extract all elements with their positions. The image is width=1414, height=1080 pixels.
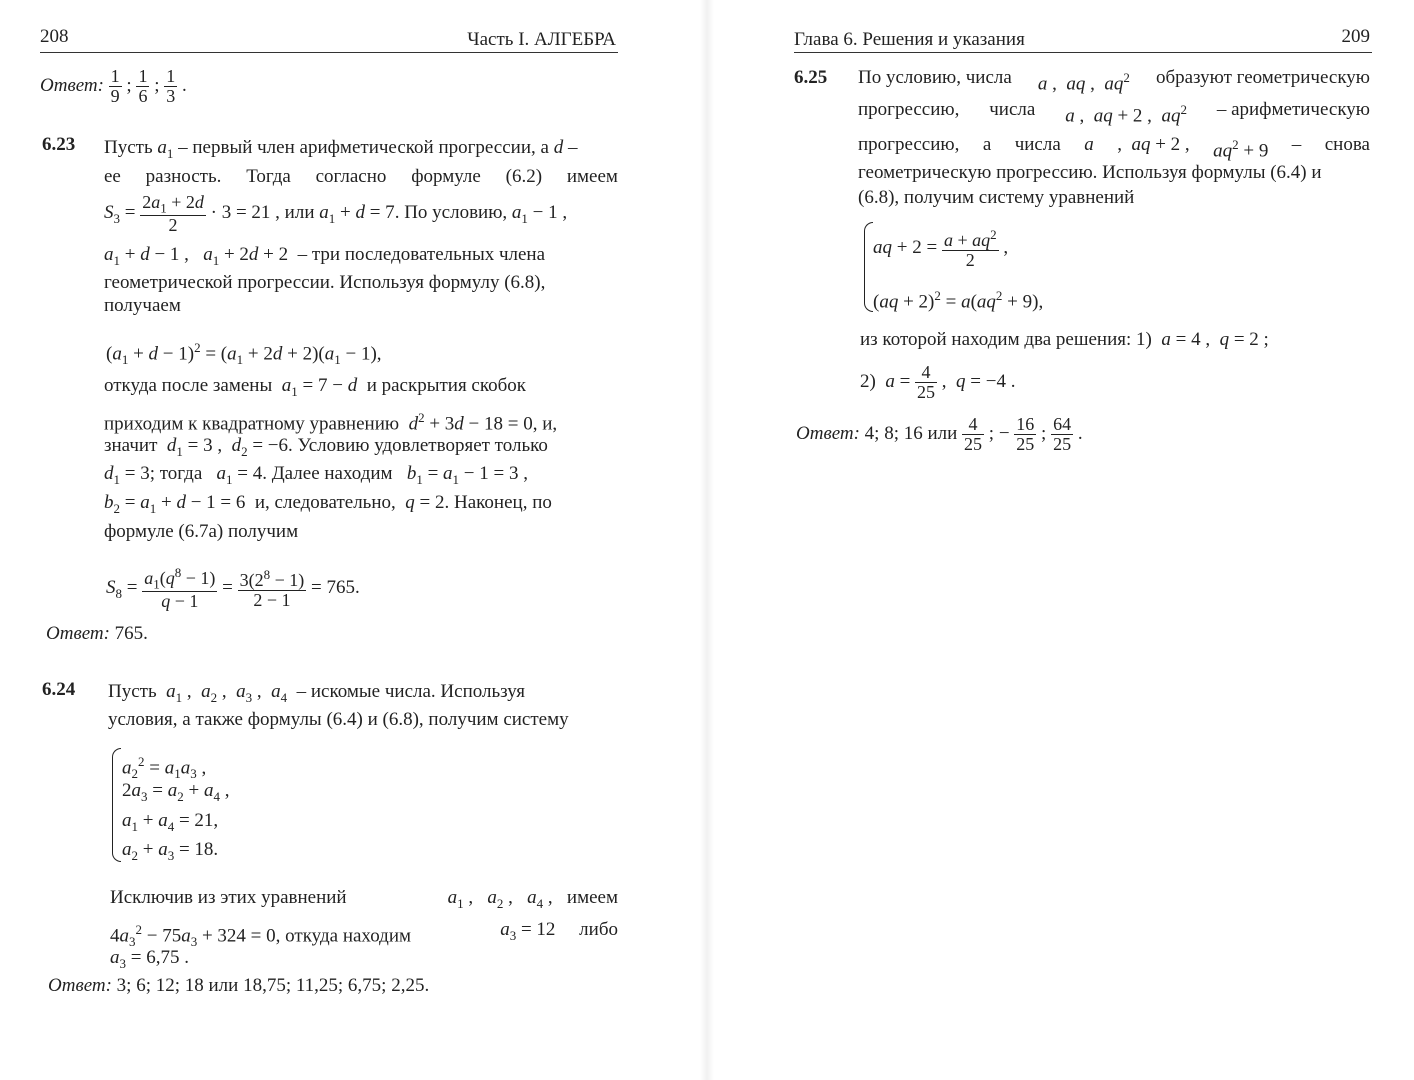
text-line: получаем (104, 295, 181, 316)
formula-line: $S_3$ = $\frac{2a_1 + 2d}{2}$ · 3 = 21 , или $a_1 + d = 7$. По условию, $a_1 - 1$ , (104, 191, 568, 235)
page-number: 208 (40, 26, 69, 47)
text-line: Пусть $a_1$ – первый член арифметической прогрессии, а d – (104, 137, 578, 161)
text-line: Исключив из этих уравнений $a_1$ , $a_2$ , $a_4$ , имеем (110, 887, 618, 911)
text-line: геометрической прогрессии. Используя формулу (6.8), (104, 272, 546, 293)
fraction: $\frac{1}{9}$ (110, 66, 120, 107)
fraction: $\frac{2a_1 + 2d}{2}$ (142, 191, 204, 235)
text-line: $a_3 = 6,75$ . (110, 947, 189, 971)
problem-number: 6.23 (42, 134, 76, 155)
text-line: Пусть $a_1$ , $a_2$ , $a_3$ , $a_4$ – искомые числа. Используя (108, 681, 526, 705)
text-line: откуда после замены $a_1 = 7 - d$ и раскрытия скобок (104, 375, 527, 399)
text-line: По условию, числа a , aq , $aq^2$ образуют геометрическую (858, 67, 1370, 95)
right-header (794, 24, 1372, 53)
text-line: $4a_3^2 - 75a_3 + 324 = 0$, откуда находим $a_3 = 12$ либо (110, 919, 618, 950)
right-page (707, 0, 1414, 1080)
text-line: геометрическую прогрессию. Используя формулы (6.4) и (858, 162, 1322, 183)
answer-line: Ответ: 765. (46, 623, 148, 644)
fraction: $\frac{4}{25}$ (917, 362, 936, 403)
fraction: $\frac{3(2^8 - 1)}{2 - 1}$ (239, 566, 305, 610)
problem-number: 6.24 (42, 679, 76, 700)
answer-label: Ответ: (40, 75, 104, 96)
text-line: ее разность. Тогда согласно формуле (6.2) имеем (104, 166, 618, 187)
page-number: 209 (1341, 26, 1370, 47)
formula-line: $S_8$ = $\frac{a_1(q^8 - 1)}{q - 1}$ = $\frac{3(2^8 - 1)}{2 - 1}$ = 765. (106, 565, 360, 612)
formula-line: $(a_1 + d - 1)^2 = (a_1 + 2d + 2)(a_1 - 1)$, (106, 340, 382, 368)
text-line: из которой находим два решения: 1) a = 4 , q = 2 ; (860, 329, 1269, 350)
left-page (0, 0, 700, 1080)
fraction: $\frac{a + aq^2}{2}$ (943, 226, 997, 270)
text-line: $a_1 + d - 1$ , $a_1 + 2d + 2$ – три последовательных члена (104, 244, 546, 268)
text-line: приходим к квадратному уравнению $d^2 + 3d - 18 = 0$, и, (104, 410, 558, 435)
text-line: значит $d_1 = 3$ , $d_2 = -6$. Условию удовлетворяет только (104, 435, 548, 459)
text-line: прогрессию, а числа a , aq + 2 , $aq^2 + 9$ – снова (858, 134, 1370, 162)
system-brace (864, 222, 873, 312)
text-line: (6.8), получим систему уравнений (858, 187, 1135, 208)
fraction: $\frac{4}{25}$ (964, 414, 983, 455)
formula-line: 2) a = $\frac{4}{25}$ , q = −4 . (860, 362, 1016, 403)
text-line: $b_2 = a_1 + d - 1 = 6$ и, следовательно, q = 2. Наконец, по (104, 492, 552, 516)
problem-number: 6.25 (794, 67, 828, 88)
top-answer: Ответ: $\frac{1}{9}$ ; $\frac{1}{6}$ ; $\frac{1}{3}$ . (40, 66, 187, 107)
equation: aq + 2 = $\frac{a + aq^2}{2}$ , (873, 226, 1009, 270)
text-line: прогрессию, числа a , aq + 2 , $aq^2$ – арифметическую (858, 99, 1370, 127)
left-header (40, 24, 618, 53)
answer-line: Ответ: 3; 6; 12; 18 или 18,75; 11,25; 6,75; 2,25. (48, 975, 430, 996)
fraction: $\frac{1}{3}$ (166, 66, 176, 107)
running-title: Глава 6. Решения и указания (794, 29, 1025, 50)
system-brace (112, 748, 121, 862)
fraction: $\frac{16}{25}$ (1016, 414, 1035, 455)
running-title: Часть I. АЛГЕБРА (467, 29, 616, 50)
answer-line: Ответ: 4; 8; 16 или $\frac{4}{25}$ ; − $\frac{16}{25}$ ; $\frac{64}{25}$ . (796, 414, 1083, 455)
equation: $a_1 + a_4 = 21$, (122, 810, 219, 834)
fraction: $\frac{a_1(q^8 - 1)}{q - 1}$ (144, 565, 216, 612)
text-line: формуле (6.7а) получим (104, 521, 299, 542)
equation: $a_2^2 = a_1a_3$ , (122, 754, 207, 782)
equation: $(aq + 2)^2 = a(aq^2 + 9)$, (873, 288, 1044, 313)
fraction: $\frac{1}{6}$ (138, 66, 148, 107)
text-line: условия, а также формулы (6.4) и (6.8), получим систему (108, 709, 569, 730)
text-line: $d_1 = 3$; тогда $a_1 = 4$. Далее находим $b_1 = a_1 - 1 = 3$ , (104, 463, 528, 487)
equation: $a_2 + a_3 = 18$. (122, 839, 219, 863)
equation: $2a_3 = a_2 + a_4$ , (122, 780, 230, 804)
fraction: $\frac{64}{25}$ (1053, 414, 1072, 455)
